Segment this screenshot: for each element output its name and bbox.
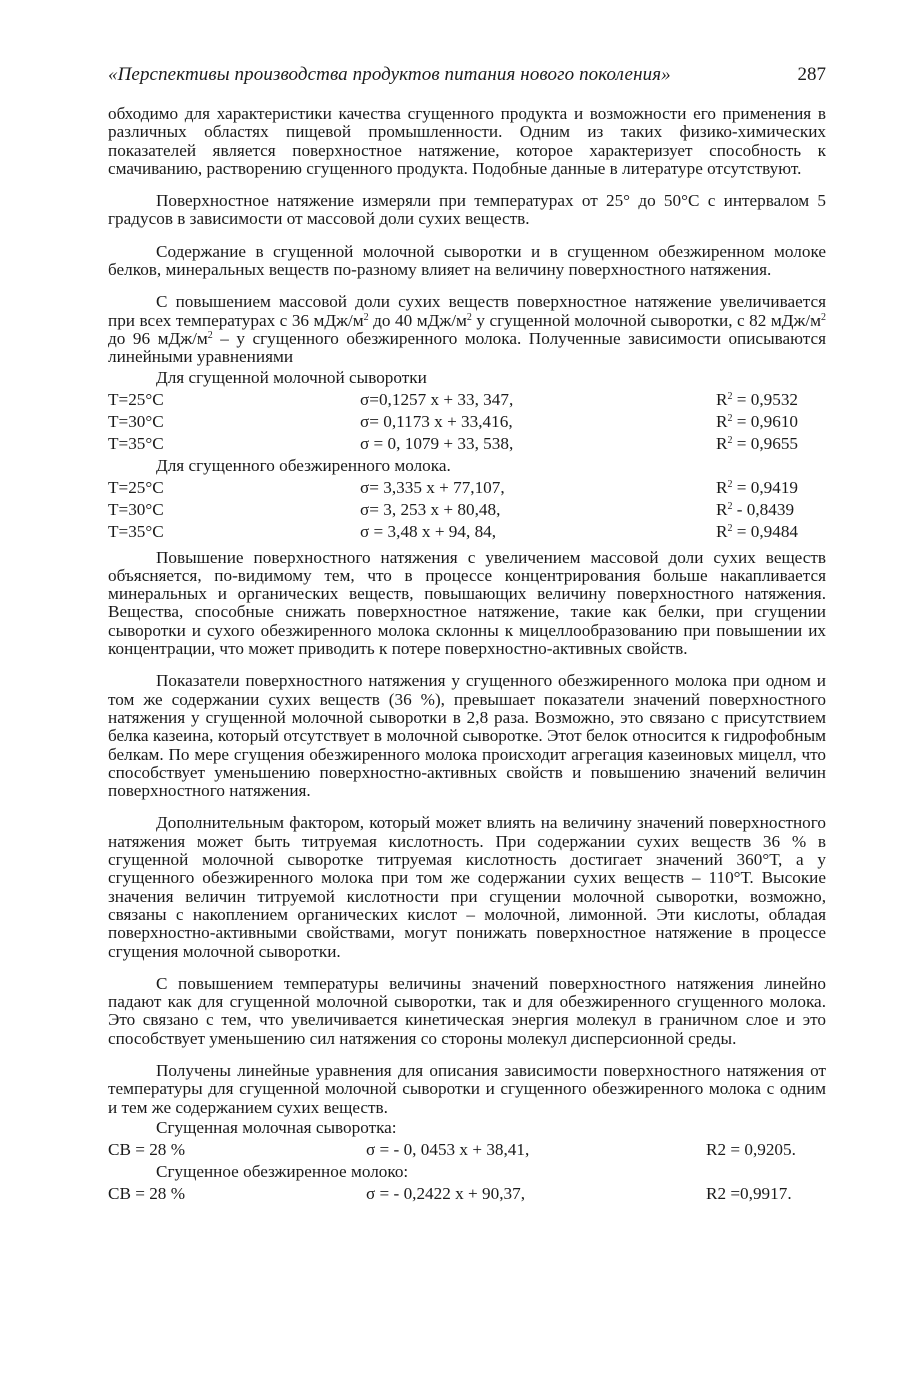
text-fragment: С повышением массовой доли сухих веществ поверхностное натяжение увеличивается при всех температурах с 36 мДж/м: [108, 292, 826, 330]
paragraph-content-influence: Содержание в сгущенной молочной сыворотки и в сгущенном обезжиренном молоке белков, минеральных веществ по-разному влияет на величину поверхностного натяжения.: [108, 241, 826, 280]
superscript: 2: [727, 478, 733, 490]
page-number: 287: [797, 64, 826, 85]
temperature-label: Т=25°С: [108, 477, 164, 497]
r2-label: R: [716, 389, 728, 409]
equations-block-solids: [108, 1117, 826, 1205]
solids-label: СВ = 28 %: [108, 1183, 186, 1203]
r2-value: R2 = 0,9205.: [706, 1139, 796, 1159]
superscript: 2: [207, 329, 213, 341]
superscript: 2: [466, 311, 472, 323]
equation-formula: σ = 3,48 х + 94, 84,: [360, 521, 497, 541]
temperature-label: Т=25°С: [108, 389, 164, 409]
paragraph-dependencies: [108, 293, 826, 366]
paragraph-temperature: С повышением температуры величины значений поверхностного натяжения линейно падают как для сгущенной молочной сыворотки, так и для обезжиренного сгущенного молока. Это связано с тем, что увеличивается кинетическая энергия молекул в граничном слое и это способствует уменьшению сил натяжения со стороны молекул дисперсионной среды.: [108, 973, 826, 1048]
page-header: [108, 64, 826, 94]
r2-number: = 0,9655: [732, 433, 799, 453]
text-fragment: у сгущенной молочной сыворотки, с 82 мДж/м: [471, 310, 821, 330]
r2-number: = 0,9610: [732, 411, 799, 431]
equation-heading-whey: Для сгущенной молочной сыворотки: [156, 367, 427, 387]
equation-formula: σ = 0, 1079 + 33, 538,: [360, 433, 514, 453]
superscript: 2: [727, 500, 733, 512]
temperature-label: Т=30°С: [108, 499, 164, 519]
solids-label: СВ = 28 %: [108, 1139, 186, 1159]
paragraph-casein: Показатели поверхностного натяжения у сгущенного обезжиренного молока при одном и том же содержании сухих веществ (36 %), превышает показатели значений поверхностного натяжения у сгущенной молочной сыворотки в 2,8 раза. Возможно, это связано с присутствием белка казеина, который отсутствует в молочной сыворотке. Этот белок относится к гидрофобным белкам. По мере сгущения обезжиренного молока происходит агрегация казеиновых мицелл, что способствует уменьшению поверхностно-активных свойств и повышению значений величин поверхностного натяжения.: [108, 671, 826, 801]
temperature-label: Т=35°С: [108, 433, 164, 453]
paragraph-measurement: Поверхностное натяжение измеряли при температурах от 25° до 50°С с интервалом 5 градусов в зависимости от массовой доли сухих веществ.: [108, 191, 826, 229]
r2-number: - 0,8439: [732, 499, 795, 519]
paragraph-explanation: Повышение поверхностного натяжения с увеличением массовой доли сухих веществ объясняется, по-видимому тем, что в процессе концентрирования больше накапливается минеральных и органических веществ, повышающих величину поверхностного натяжения. Вещества, способные снижать поверхностное натяжение, такие как белки, при сгущении сыворотки и сухого обезжиренного молока склонны к мицеллообразованию при повышении их концентрации, что может приводить к потере поверхностно-активных свойств.: [108, 547, 826, 659]
page-body: [108, 105, 826, 1205]
equation-row: [108, 521, 826, 543]
equation-formula: σ= 0,1173 х + 33,416,: [360, 411, 513, 431]
equation-formula: σ= 3, 253 х + 80,48,: [360, 499, 501, 519]
superscript: 2: [727, 390, 733, 402]
superscript: 2: [727, 434, 733, 446]
superscript: 2: [727, 412, 733, 424]
r2-label: R: [716, 433, 728, 453]
paragraph-acidity: Дополнительным фактором, который может влиять на величину значений поверхностного натяжения может быть титруемая кислотность. При содержании сухих веществ 36 % в сгущенной молочной сыворотке титруемая кислотность достигает значений 360°Т, а у сгущенного обезжиренного молока при том же содержании сухих веществ – 110°Т. Высокие значения величин титруемой кислотности при сгущении молочной сыворотки, возможно, связаны с накоплением органических кислот – молочной, лимонной. Эти кислоты, обладая поверхностно-активными свойствами, могут понижать поверхностное натяжение в процессе сгущения молочной сыворотки.: [108, 813, 826, 961]
equation-formula: σ = - 0,2422 х + 90,37,: [366, 1183, 525, 1203]
text-fragment: до 40 мДж/м: [368, 310, 467, 330]
r2-label: R: [716, 477, 728, 497]
equation-row: [108, 499, 826, 521]
paragraph-intro-continued: обходимо для характеристики качества сгущенного продукта и возможности его применения в различных областях пищевой промышленности. Одним из таких физико-химических показателей является поверхностное натяжение, которое характеризует способность к смачиванию, растворению сгущенного продукта. Подобные данные в литературе отсутствуют.: [108, 104, 826, 178]
equation-row: [108, 1139, 826, 1161]
equation-formula: σ = - 0, 0453 х + 38,41,: [366, 1139, 530, 1159]
equation-row: [108, 433, 826, 455]
equation-row: [108, 411, 826, 433]
temperature-label: Т=35°С: [108, 521, 164, 541]
r2-value: [716, 499, 794, 521]
equation-row: [108, 1183, 826, 1205]
equation-heading-whey: Сгущенная молочная сыворотка:: [156, 1117, 397, 1137]
equation-formula: σ= 3,335 х + 77,107,: [360, 477, 505, 497]
r2-value: [716, 411, 798, 433]
r2-label: R: [716, 499, 728, 519]
r2-label: R: [716, 411, 728, 431]
r2-value: R2 =0,9917.: [706, 1183, 792, 1203]
superscript: 2: [363, 311, 369, 323]
equation-heading-skim-milk: Сгущенное обезжиренное молоко:: [156, 1161, 409, 1181]
r2-value: [716, 433, 798, 455]
equations-block-temperature: [108, 367, 826, 543]
equation-row: [108, 389, 826, 411]
r2-value: [716, 521, 798, 543]
text-fragment: – у сгущенного обезжиренного молока. Полученные зависимости описываются линейными уравнениями: [108, 328, 826, 367]
text-fragment: до 96 мДж/м: [108, 328, 208, 348]
temperature-label: Т=30°С: [108, 411, 164, 431]
equation-heading-skim-milk: Для сгущенного обезжиренного молока.: [156, 455, 451, 475]
r2-value: [716, 477, 798, 499]
r2-number: = 0,9484: [732, 521, 799, 541]
superscript: 2: [727, 522, 733, 534]
equation-row: [108, 477, 826, 499]
superscript: 2: [821, 311, 826, 323]
r2-number: = 0,9419: [732, 477, 799, 497]
r2-label: R: [716, 521, 728, 541]
paragraph-linear-equations: Получены линейные уравнения для описания зависимости поверхностного натяжения от температуры для сгущенной молочной сыворотки и сгущенного обезжиренного молока с одним и тем же содержанием сухих веществ.: [108, 1060, 826, 1117]
r2-number: = 0,9532: [732, 389, 799, 409]
equation-formula: σ=0,1257 х + 33, 347,: [360, 389, 514, 409]
r2-value: [716, 389, 798, 411]
running-title: «Перспективы производства продуктов питания нового поколения»: [108, 64, 671, 85]
